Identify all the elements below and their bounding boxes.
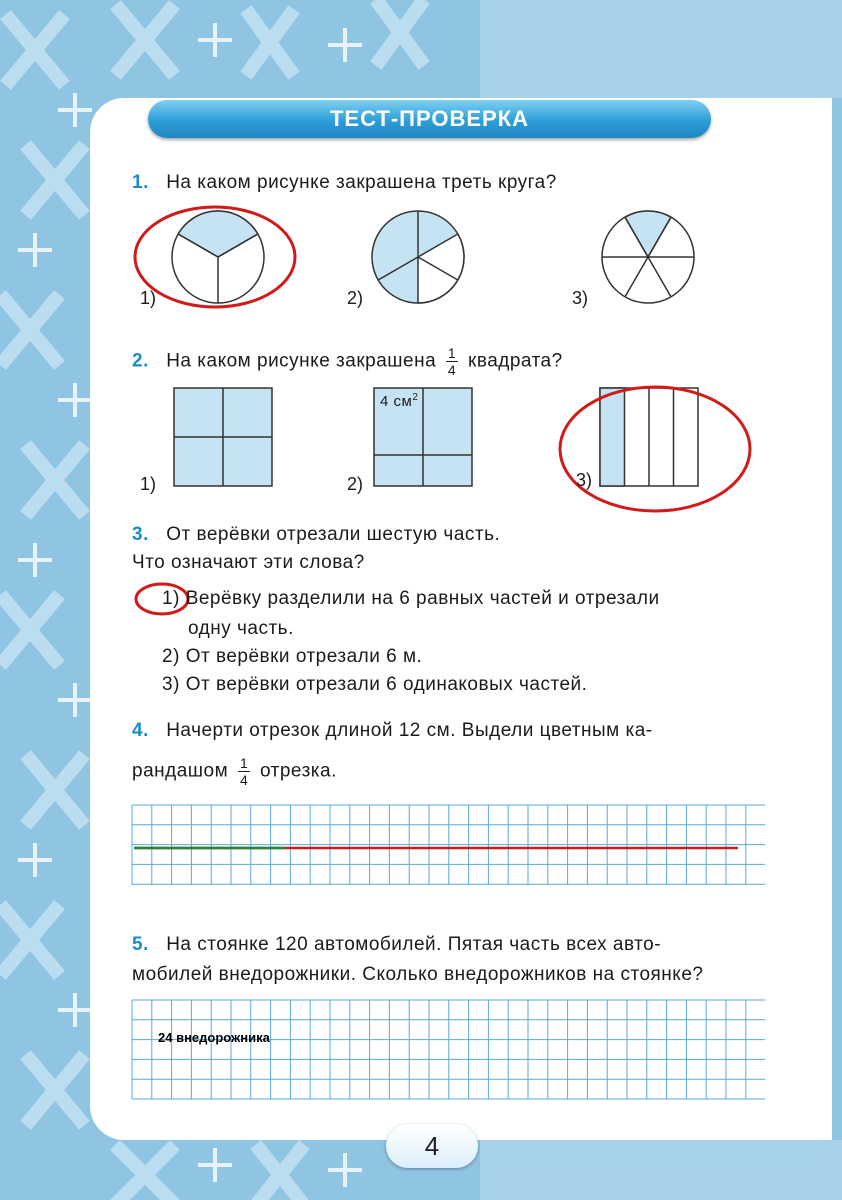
- q4-number: 4.: [132, 720, 149, 741]
- q2-option-1: 1): [140, 474, 157, 494]
- q4-line-1: [132, 720, 653, 742]
- q3-number: 3.: [132, 524, 149, 545]
- q2-fraction-num: 1: [447, 345, 457, 361]
- q2-area-sup: 2: [412, 392, 419, 403]
- page-title-banner: [148, 100, 711, 138]
- q4-question-1: Начерти отрезок длиной 12 см. Выдели цветным ка-: [166, 720, 653, 741]
- q5-question-2: мобилей внедорожники. Сколько внедорожников на стоянке?: [132, 964, 704, 985]
- q3-option-2-text: От верёвки отрезали 6 м.: [185, 646, 423, 667]
- q1-number: 1.: [132, 172, 149, 193]
- q3-option-3-text: От верёвки отрезали 6 одинаковых частей.: [185, 674, 588, 695]
- q3-option-1: [162, 588, 660, 610]
- q3-option-3: [162, 674, 587, 696]
- q2-fraction-den: 4: [447, 362, 457, 378]
- q1-circle-2: [372, 211, 481, 308]
- q2-area-value: 4 см: [380, 393, 413, 410]
- q2-number: 2.: [132, 350, 149, 372]
- q1-option-3: 3): [572, 288, 589, 308]
- q2-area-label: [380, 392, 418, 410]
- q2-option-3: 3): [576, 470, 593, 490]
- q3-line-1: [132, 524, 500, 546]
- q1-option-1: 1): [140, 288, 157, 308]
- q4-question-2-start: рандашом: [132, 760, 229, 782]
- q5-line-1: [132, 934, 661, 956]
- q1-question: На каком рисунке закрашена треть круга?: [166, 172, 557, 193]
- q5-number: 5.: [132, 934, 149, 955]
- q2-option-2: 2): [347, 474, 364, 494]
- q3-option-2: [162, 646, 422, 668]
- q1-text: [132, 172, 557, 194]
- q1-option-2: 2): [347, 288, 364, 308]
- q5-grid: [132, 1000, 768, 1100]
- q3-option-1-line-2: одну часть.: [188, 618, 294, 639]
- q2-square-3: [600, 388, 698, 486]
- q3-question-2: Что означают эти слова?: [132, 552, 365, 573]
- q3-option-1-num: 1): [162, 588, 180, 609]
- q2-fraction: [446, 346, 458, 377]
- q4-line-2: [132, 756, 337, 787]
- q4-fraction: [238, 756, 250, 787]
- q2-square-1: [174, 388, 272, 486]
- q2-text: [132, 346, 563, 377]
- q5-answer: 24 внедорожника: [158, 1030, 270, 1045]
- q4-fraction-den: 4: [239, 772, 249, 788]
- q1-figures: [130, 205, 830, 315]
- q3-question-1: От верёвки отрезали шестую часть.: [166, 524, 501, 545]
- q2-question-end: квадрата?: [468, 350, 563, 372]
- q3-option-2-num: 2): [162, 646, 180, 667]
- q2-question-start: На каком рисунке закрашена: [166, 350, 437, 372]
- q3-option-3-num: 3): [162, 674, 180, 695]
- q2-figures: [140, 380, 840, 520]
- page-number: 4: [386, 1124, 478, 1168]
- q4-grid: [132, 805, 768, 887]
- q3-option-1-text: Верёвку разделили на 6 равных частей и отрезали: [185, 588, 660, 609]
- q1-circle-3: [602, 197, 694, 303]
- page-title: ТЕСТ-ПРОВЕРКА: [329, 106, 530, 131]
- q5-question-1: На стоянке 120 автомобилей. Пятая часть всех авто-: [166, 934, 662, 955]
- q4-question-2-end: отрезка.: [260, 760, 337, 782]
- q4-fraction-num: 1: [239, 755, 249, 771]
